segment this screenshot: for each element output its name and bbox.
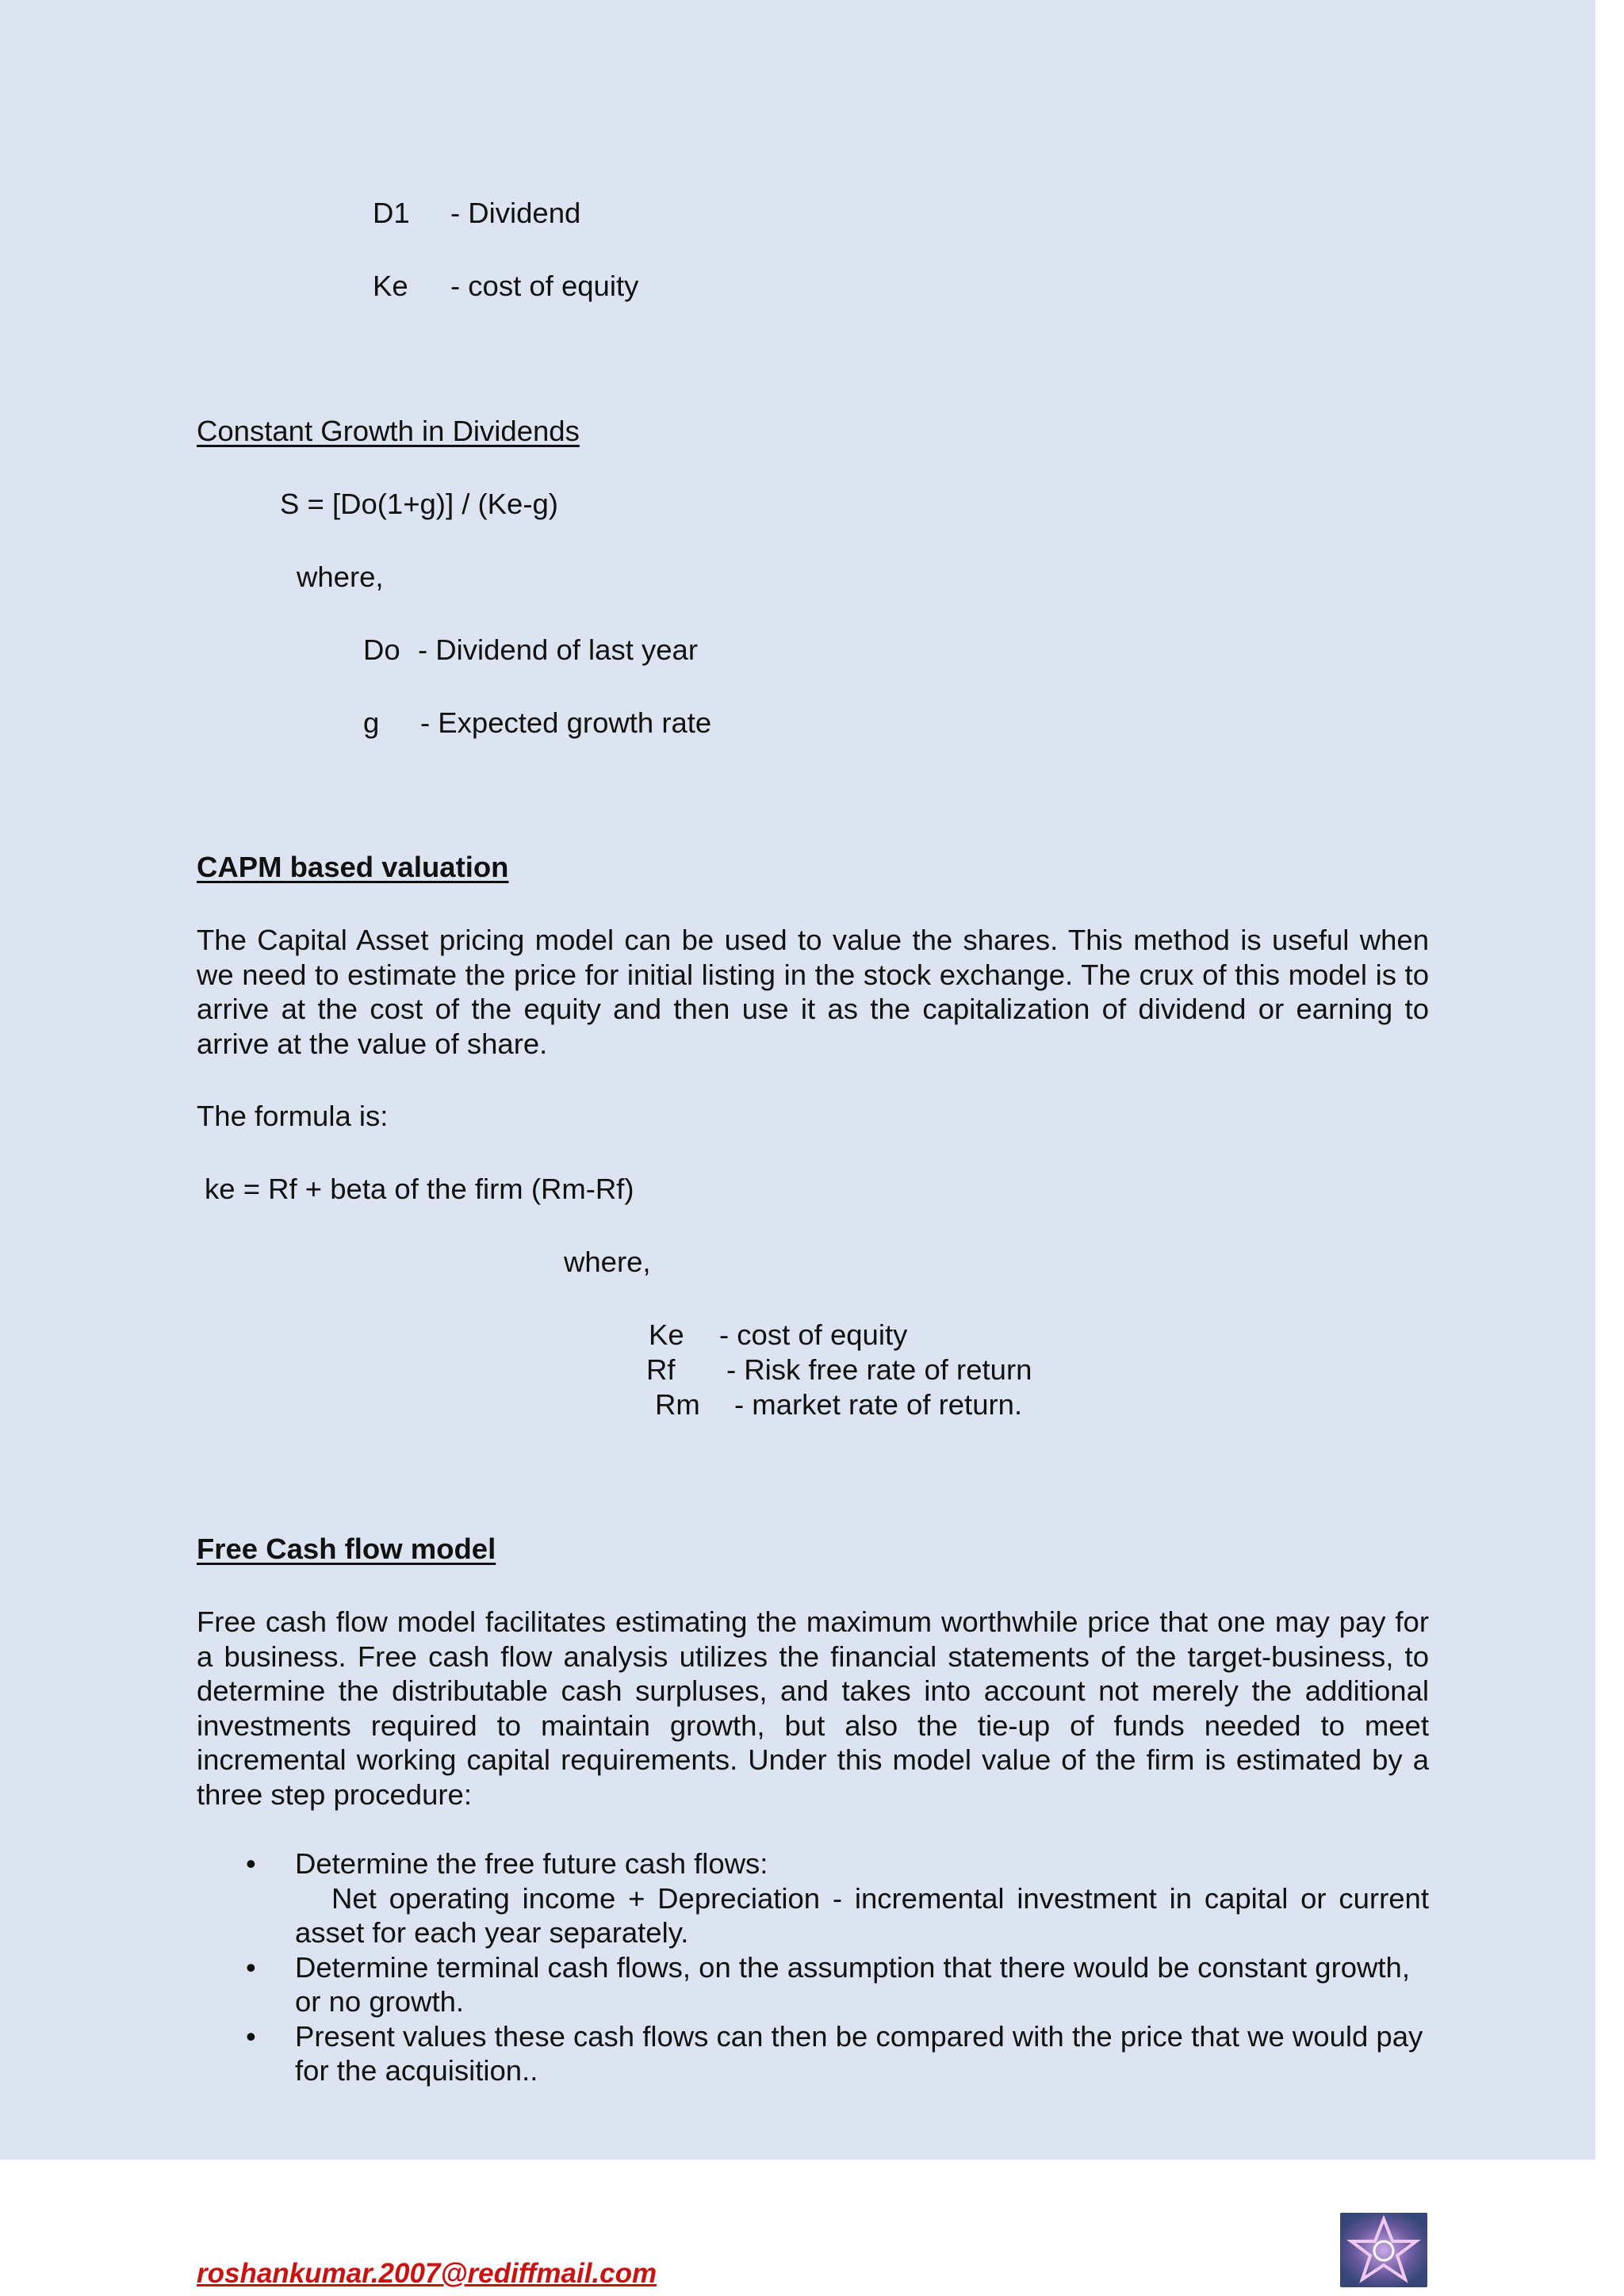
def-description: - cost of equity xyxy=(719,1318,908,1351)
fcf-steps-list xyxy=(197,1846,1429,2088)
def-symbol: D1 xyxy=(373,197,410,229)
list-item xyxy=(197,1846,1429,1950)
def-description: - Dividend of last year xyxy=(418,633,698,666)
def-symbol: g xyxy=(363,706,380,739)
def-symbol: Rm xyxy=(655,1388,700,1421)
section-heading-fcf: Free Cash flow model xyxy=(197,1533,496,1565)
footer-email-link[interactable]: roshankumar.2007@rediffmail.com xyxy=(197,2258,657,2289)
def-description: - Dividend xyxy=(450,197,581,229)
formula-capm: ke = Rf + beta of the firm (Rm-Rf) xyxy=(205,1173,634,1205)
list-item-text: Present values these cash flows can then be compared with the price that we would pay for the acquisition.. xyxy=(295,2019,1423,2087)
star-emblem-icon xyxy=(1340,2213,1427,2287)
list-item-text: Determine terminal cash flows, on the assumption that there would be constant growth, or no growth. xyxy=(295,1950,1410,2018)
bullet-icon: • xyxy=(246,2019,256,2053)
def-description: - Risk free rate of return xyxy=(726,1353,1032,1386)
list-item xyxy=(197,2019,1429,2088)
where-label: where, xyxy=(564,1246,651,1278)
fcf-paragraph: Free cash flow model facilitates estimating the maximum worthwhile price that one may pay for a business. Free cash flow analysis utilizes the financial statements of the target-business, to determine the distributable cash surpluses, and takes into account not merely the additional investments required to maintain growth, but also the tie-up of funds needed to meet incremental working capital requirements. Under this model value of the firm is estimated by a three step procedure: xyxy=(197,1605,1429,1811)
def-description: - market rate of return. xyxy=(734,1388,1023,1421)
section-heading-constant-growth: Constant Growth in Dividends xyxy=(197,415,580,447)
def-description: - cost of equity xyxy=(450,270,639,302)
formula-constant-growth: S = [Do(1+g)] / (Ke-g) xyxy=(280,488,558,520)
list-item-subtext: Net operating income + Depreciation - incremental investment in capital or current asset for each year separately. xyxy=(295,1881,1429,1949)
bullet-icon: • xyxy=(246,1847,256,1880)
bullet-icon: • xyxy=(246,1950,256,1984)
list-item-text: Determine the free future cash flows: xyxy=(295,1847,768,1880)
def-symbol: Do xyxy=(363,633,400,666)
where-label: where, xyxy=(297,561,384,593)
list-item xyxy=(197,1950,1429,2019)
capm-paragraph: The Capital Asset pricing model can be used to value the shares. This method is useful when we need to estimate the price for initial listing in the stock exchange. The crux of this model is to arrive at the cost of the equity and then use it as the capitalization of dividend or earning to arrive at the value of share. xyxy=(197,924,1429,1060)
def-symbol: Rf xyxy=(646,1353,676,1386)
def-symbol: Ke xyxy=(649,1318,684,1351)
def-symbol: Ke xyxy=(373,270,408,302)
formula-intro: The formula is: xyxy=(197,1100,389,1132)
section-heading-capm: CAPM based valuation xyxy=(197,851,509,883)
def-description: - Expected growth rate xyxy=(420,706,712,739)
